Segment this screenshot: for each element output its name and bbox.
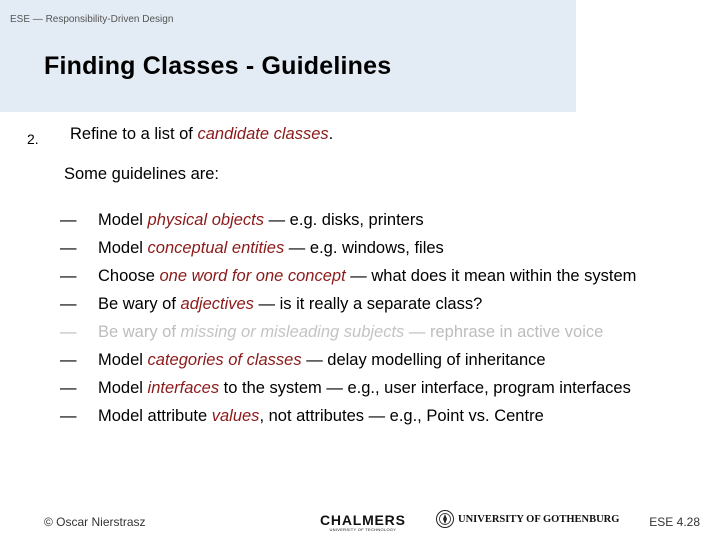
guideline-item <box>60 295 636 323</box>
guideline-post: — e.g. windows, files <box>284 239 444 257</box>
guideline-emphasis: categories of classes <box>147 351 302 369</box>
guideline-pre: Model <box>98 351 148 369</box>
dash-marker: — <box>60 239 77 257</box>
refine-prefix: Refine to a list of <box>70 125 198 143</box>
gothenburg-logo-text: UNIVERSITY OF GOTHENBURG <box>458 513 620 525</box>
gothenburg-logo <box>436 508 619 530</box>
dash-marker: — <box>60 267 77 285</box>
guideline-post: — delay modelling of inheritance <box>301 351 546 369</box>
dash-marker: — <box>60 379 77 397</box>
guideline-emphasis: conceptual entities <box>147 239 285 257</box>
refine-suffix: . <box>328 125 334 143</box>
slide-title: Finding Classes - Guidelines <box>44 52 392 80</box>
refine-line <box>70 125 333 144</box>
header-caption: ESE — Responsibility-Driven Design <box>10 14 174 25</box>
guideline-item-faded <box>60 323 636 351</box>
guideline-item <box>60 267 636 295</box>
guideline-emphasis: missing or misleading subjects <box>180 323 405 341</box>
guideline-emphasis: physical objects <box>147 211 265 229</box>
guideline-post: to the system — e.g., user interface, program interfaces <box>219 379 631 397</box>
intro-line: Some guidelines are: <box>64 165 220 183</box>
guideline-post: — is it really a separate class? <box>253 295 483 313</box>
guideline-emphasis: adjectives <box>180 295 254 313</box>
dash-marker: — <box>60 323 77 341</box>
guideline-emphasis: values <box>211 407 260 425</box>
guideline-emphasis: interfaces <box>147 379 220 397</box>
guideline-pre: Choose <box>98 267 160 285</box>
guideline-pre: Model attribute <box>98 407 212 425</box>
guideline-item <box>60 379 636 407</box>
footer-credit: © Oscar Nierstrasz <box>44 515 146 529</box>
guideline-item <box>60 407 636 435</box>
guideline-post: — what does it mean within the system <box>345 267 637 285</box>
page-number: ESE 4.28 <box>649 515 700 529</box>
item-number: 2. <box>27 131 39 147</box>
guideline-pre: Model <box>98 211 148 229</box>
guideline-pre: Be wary of <box>98 323 181 341</box>
guideline-pre: Model <box>98 239 148 257</box>
gothenburg-seal-icon <box>436 508 454 530</box>
chalmers-logo-name: CHALMERS <box>320 512 406 528</box>
chalmers-logo-sub: UNIVERSITY OF TECHNOLOGY <box>329 527 397 532</box>
dash-marker: — <box>60 351 77 369</box>
chalmers-logo <box>320 512 406 532</box>
dash-marker: — <box>60 407 77 425</box>
guideline-post: — rephrase in active voice <box>404 323 604 341</box>
guideline-post: , not attributes — e.g., Point vs. Centre <box>259 407 544 425</box>
guideline-emphasis: one word for one concept <box>159 267 346 285</box>
guideline-post: — e.g. disks, printers <box>264 211 424 229</box>
dash-marker: — <box>60 211 77 229</box>
guideline-item <box>60 351 636 379</box>
guideline-pre: Be wary of <box>98 295 181 313</box>
guideline-item <box>60 239 636 267</box>
guideline-pre: Model <box>98 379 148 397</box>
guideline-list <box>60 211 636 435</box>
refine-emphasis: candidate classes <box>197 125 329 143</box>
dash-marker: — <box>60 295 77 313</box>
guideline-item <box>60 211 636 239</box>
